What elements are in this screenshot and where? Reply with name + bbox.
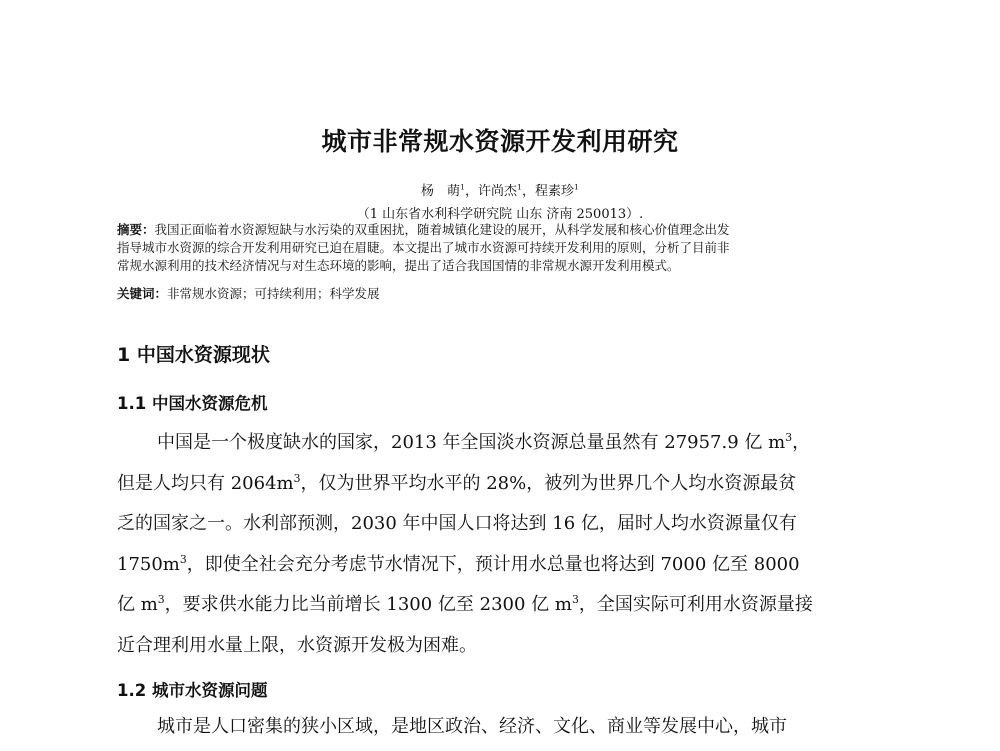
body-line (117, 585, 877, 626)
body-line (117, 423, 877, 464)
body-text: 但是人均只有 2064m (117, 472, 294, 494)
author-separator: ， (464, 184, 478, 199)
author-name: 许尚杰 (478, 184, 518, 199)
keywords-text: 非常规水资源；可持续利用；科学发展 (167, 286, 380, 301)
author-affil-mark: 1 (574, 182, 579, 192)
body-line: 近合理利用水量上限，水资源开发极为困难。 (117, 634, 477, 656)
author-name: 杨 萌 (421, 184, 461, 199)
abstract-text: 常规水源利用的技术经济情况与对生态环境的影响，提出了适合我国国情的非常规水源开发利用模式。 (117, 258, 680, 273)
abstract-text: 指导城市水资源的综合开发利用研究已迫在眉睫。本文提出了城市水资源可持续开发利用的原则，分析了目前非 (117, 240, 730, 255)
affiliation: （1 山东省水利科学研究院 山东 济南 250013）. (356, 207, 644, 222)
body-text: 中国是一个极度缺水的国家，2013 年全国淡水资源总量虽然有 27957.9 亿 m (157, 432, 786, 453)
abstract (117, 221, 881, 275)
abstract-text: 我国正面临着水资源短缺与水污染的双重困扰，随着城镇化建设的展开，从科学发展和核心价值理念出发 (154, 222, 730, 237)
paper-title: 城市非常规水资源开发利用研究 (321, 127, 679, 156)
superscript: 3 (571, 593, 579, 606)
superscript: 3 (293, 471, 301, 485)
superscript: 3 (785, 431, 793, 444)
abstract-label: 摘要： (117, 222, 155, 237)
body-text: ，要求供水能力比当前增长 1300 亿至 2300 亿 m (164, 594, 572, 615)
author-name: 程素珍 (535, 184, 575, 199)
keywords-label: 关键词： (117, 286, 168, 301)
body-paragraph (117, 707, 877, 748)
subsection-heading: 1.1 中国水资源危机 (117, 394, 268, 413)
keywords (117, 285, 881, 303)
body-line (117, 464, 877, 505)
body-text: ，全国实际可利用水资源量接 (578, 594, 813, 615)
superscript: 3 (157, 593, 165, 606)
body-line: 乏的国家之一。水利部预测，2030 年中国人口将达到 16 亿，届时人均水资源量仅有 (117, 513, 797, 534)
body-line (117, 545, 877, 586)
body-text: ，仅为世界平均水平的 28%，被列为世界几个人均水资源最贫 (300, 472, 797, 494)
author-affil-mark: 1 (517, 182, 522, 192)
subsection-heading: 1.2 城市水资源问题 (117, 681, 268, 700)
body-text: ， (792, 432, 811, 453)
body-line: 城市是人口密集的狭小区域，是地区政治、经济、文化、商业等发展中心，城市 (157, 716, 787, 737)
section-heading: 1 中国水资源现状 (117, 344, 270, 366)
author-separator: ， (521, 184, 535, 199)
body-text: ，即使全社会充分考虑节水情况下，预计用水总量也将达到 7000 亿至 8000 (186, 553, 800, 575)
body-text: 1750m (117, 553, 180, 575)
body-text: 亿 m (117, 594, 158, 615)
author-affil-mark: 1 (460, 182, 465, 192)
superscript: 3 (179, 552, 187, 566)
body-paragraph (117, 423, 877, 666)
author-line (0, 180, 1000, 199)
